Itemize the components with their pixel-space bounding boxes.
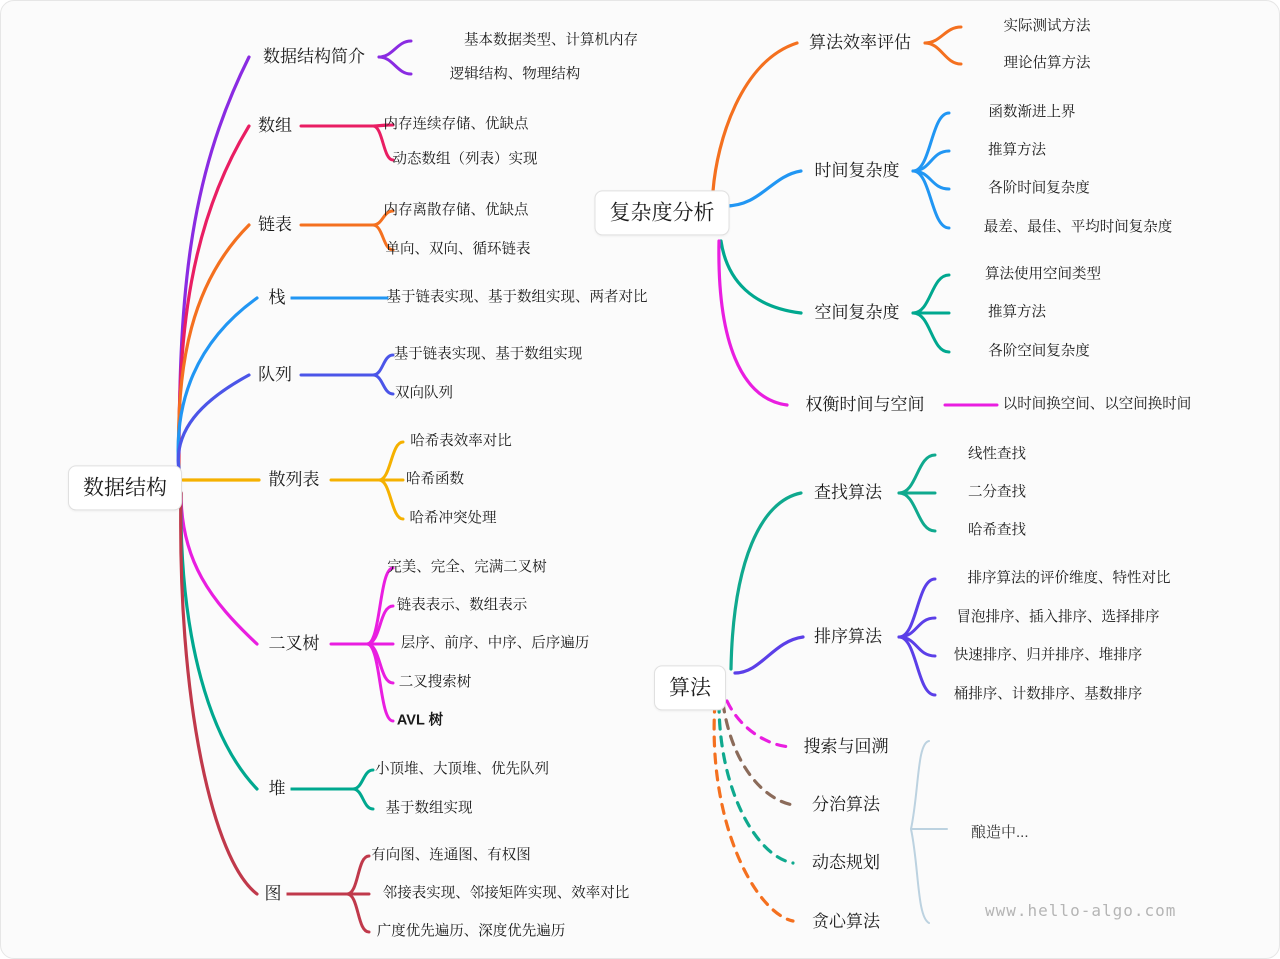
branch-sorting-algorithms[interactable]: 排序算法 — [809, 625, 887, 649]
branch-queue[interactable]: 队列 — [253, 363, 297, 387]
leaf-item[interactable]: 小顶堆、大顶堆、优先队列 — [375, 761, 549, 778]
leaf-item[interactable]: 推算方法 — [988, 304, 1046, 321]
leaf-item[interactable]: 有向图、连通图、有权图 — [371, 847, 531, 864]
leaf-item[interactable]: 二叉搜索树 — [398, 674, 472, 691]
leaf-item[interactable]: 逻辑结构、物理结构 — [449, 66, 581, 83]
branch-binarytree[interactable]: 二叉树 — [264, 632, 325, 656]
mindmap-connectors — [1, 1, 1280, 959]
leaf-item[interactable]: 哈希函数 — [406, 471, 464, 488]
leaf-item[interactable]: 哈希表效率对比 — [410, 433, 512, 450]
leaf-item[interactable]: 动态数组（列表）实现 — [392, 151, 538, 168]
leaf-item[interactable]: 桶排序、计数排序、基数排序 — [953, 686, 1143, 703]
branch-time-space-tradeoff[interactable]: 权衡时间与空间 — [801, 393, 930, 417]
branch-graph[interactable]: 图 — [260, 882, 287, 906]
branch-stack[interactable]: 栈 — [264, 286, 291, 310]
branch-search-backtracking[interactable]: 搜索与回溯 — [799, 735, 894, 759]
root-node-data-structure[interactable]: 数据结构 — [68, 465, 182, 510]
leaf-item[interactable]: 各阶时间复杂度 — [988, 180, 1090, 197]
branch-array[interactable]: 数组 — [253, 114, 297, 138]
branch-heap[interactable]: 堆 — [264, 777, 291, 801]
leaf-item[interactable]: AVL 树 — [396, 712, 444, 729]
leaf-item[interactable]: 线性查找 — [968, 446, 1026, 463]
branch-space-complexity[interactable]: 空间复杂度 — [810, 301, 905, 325]
branch-search-algorithms[interactable]: 查找算法 — [809, 481, 887, 505]
branch-time-complexity[interactable]: 时间复杂度 — [810, 159, 905, 183]
leaf-item[interactable]: 基于数组实现 — [385, 800, 473, 817]
leaf-item[interactable]: 层序、前序、中序、后序遍历 — [400, 635, 590, 652]
leaf-item[interactable]: 基于链表实现、基于数组实现、两者对比 — [386, 289, 648, 306]
leaf-item[interactable]: 邻接表实现、邻接矩阵实现、效率对比 — [382, 885, 630, 902]
leaf-item[interactable]: 哈希冲突处理 — [409, 510, 497, 527]
branch-greedy[interactable]: 贪心算法 — [807, 910, 885, 934]
leaf-item[interactable]: 排序算法的评价维度、特性对比 — [967, 570, 1171, 587]
leaf-item[interactable]: 快速排序、归并排序、堆排序 — [953, 647, 1143, 664]
leaf-item[interactable]: 单向、双向、循环链表 — [385, 241, 531, 258]
leaf-item[interactable]: 最差、最佳、平均时间复杂度 — [983, 219, 1173, 236]
branch-linkedlist[interactable]: 链表 — [253, 213, 297, 237]
leaf-item[interactable]: 冒泡排序、插入排序、选择排序 — [956, 609, 1160, 626]
leaf-item[interactable]: 二分查找 — [968, 484, 1026, 501]
leaf-item[interactable]: 基本数据类型、计算机内存 — [464, 32, 638, 49]
leaf-item[interactable]: 完美、完全、完满二叉树 — [387, 559, 547, 576]
leaf-item[interactable]: 函数渐进上界 — [988, 104, 1076, 121]
brewing-label: 酿造中... — [971, 824, 1029, 841]
leaf-item[interactable]: 双向队列 — [395, 385, 453, 402]
leaf-item[interactable]: 推算方法 — [988, 142, 1046, 159]
watermark: www.hello-algo.com — [985, 901, 1177, 920]
branch-hashtable[interactable]: 散列表 — [264, 468, 325, 492]
leaf-item[interactable]: 内存连续存储、优缺点 — [383, 116, 529, 133]
branch-dynamic-programming[interactable]: 动态规划 — [807, 851, 885, 875]
branch-intro[interactable]: 数据结构简介 — [258, 45, 370, 69]
root-node-algorithm[interactable]: 算法 — [654, 665, 726, 710]
branch-divide-conquer[interactable]: 分治算法 — [807, 793, 885, 817]
leaf-item[interactable]: 算法使用空间类型 — [985, 266, 1101, 283]
leaf-item[interactable]: 以时间换空间、以空间换时间 — [1002, 396, 1192, 413]
leaf-item[interactable]: 哈希查找 — [968, 522, 1026, 539]
leaf-item[interactable]: 各阶空间复杂度 — [988, 343, 1090, 360]
leaf-item[interactable]: 实际测试方法 — [1003, 18, 1091, 35]
leaf-item[interactable]: 广度优先遍历、深度优先遍历 — [376, 923, 566, 940]
root-node-complexity[interactable]: 复杂度分析 — [595, 190, 730, 235]
leaf-item[interactable]: 链表表示、数组表示 — [396, 597, 528, 614]
leaf-item[interactable]: 基于链表实现、基于数组实现 — [393, 346, 583, 363]
branch-efficiency-eval[interactable]: 算法效率评估 — [804, 31, 916, 55]
leaf-item[interactable]: 理论估算方法 — [1003, 55, 1091, 72]
leaf-item[interactable]: 内存离散存储、优缺点 — [383, 202, 529, 219]
